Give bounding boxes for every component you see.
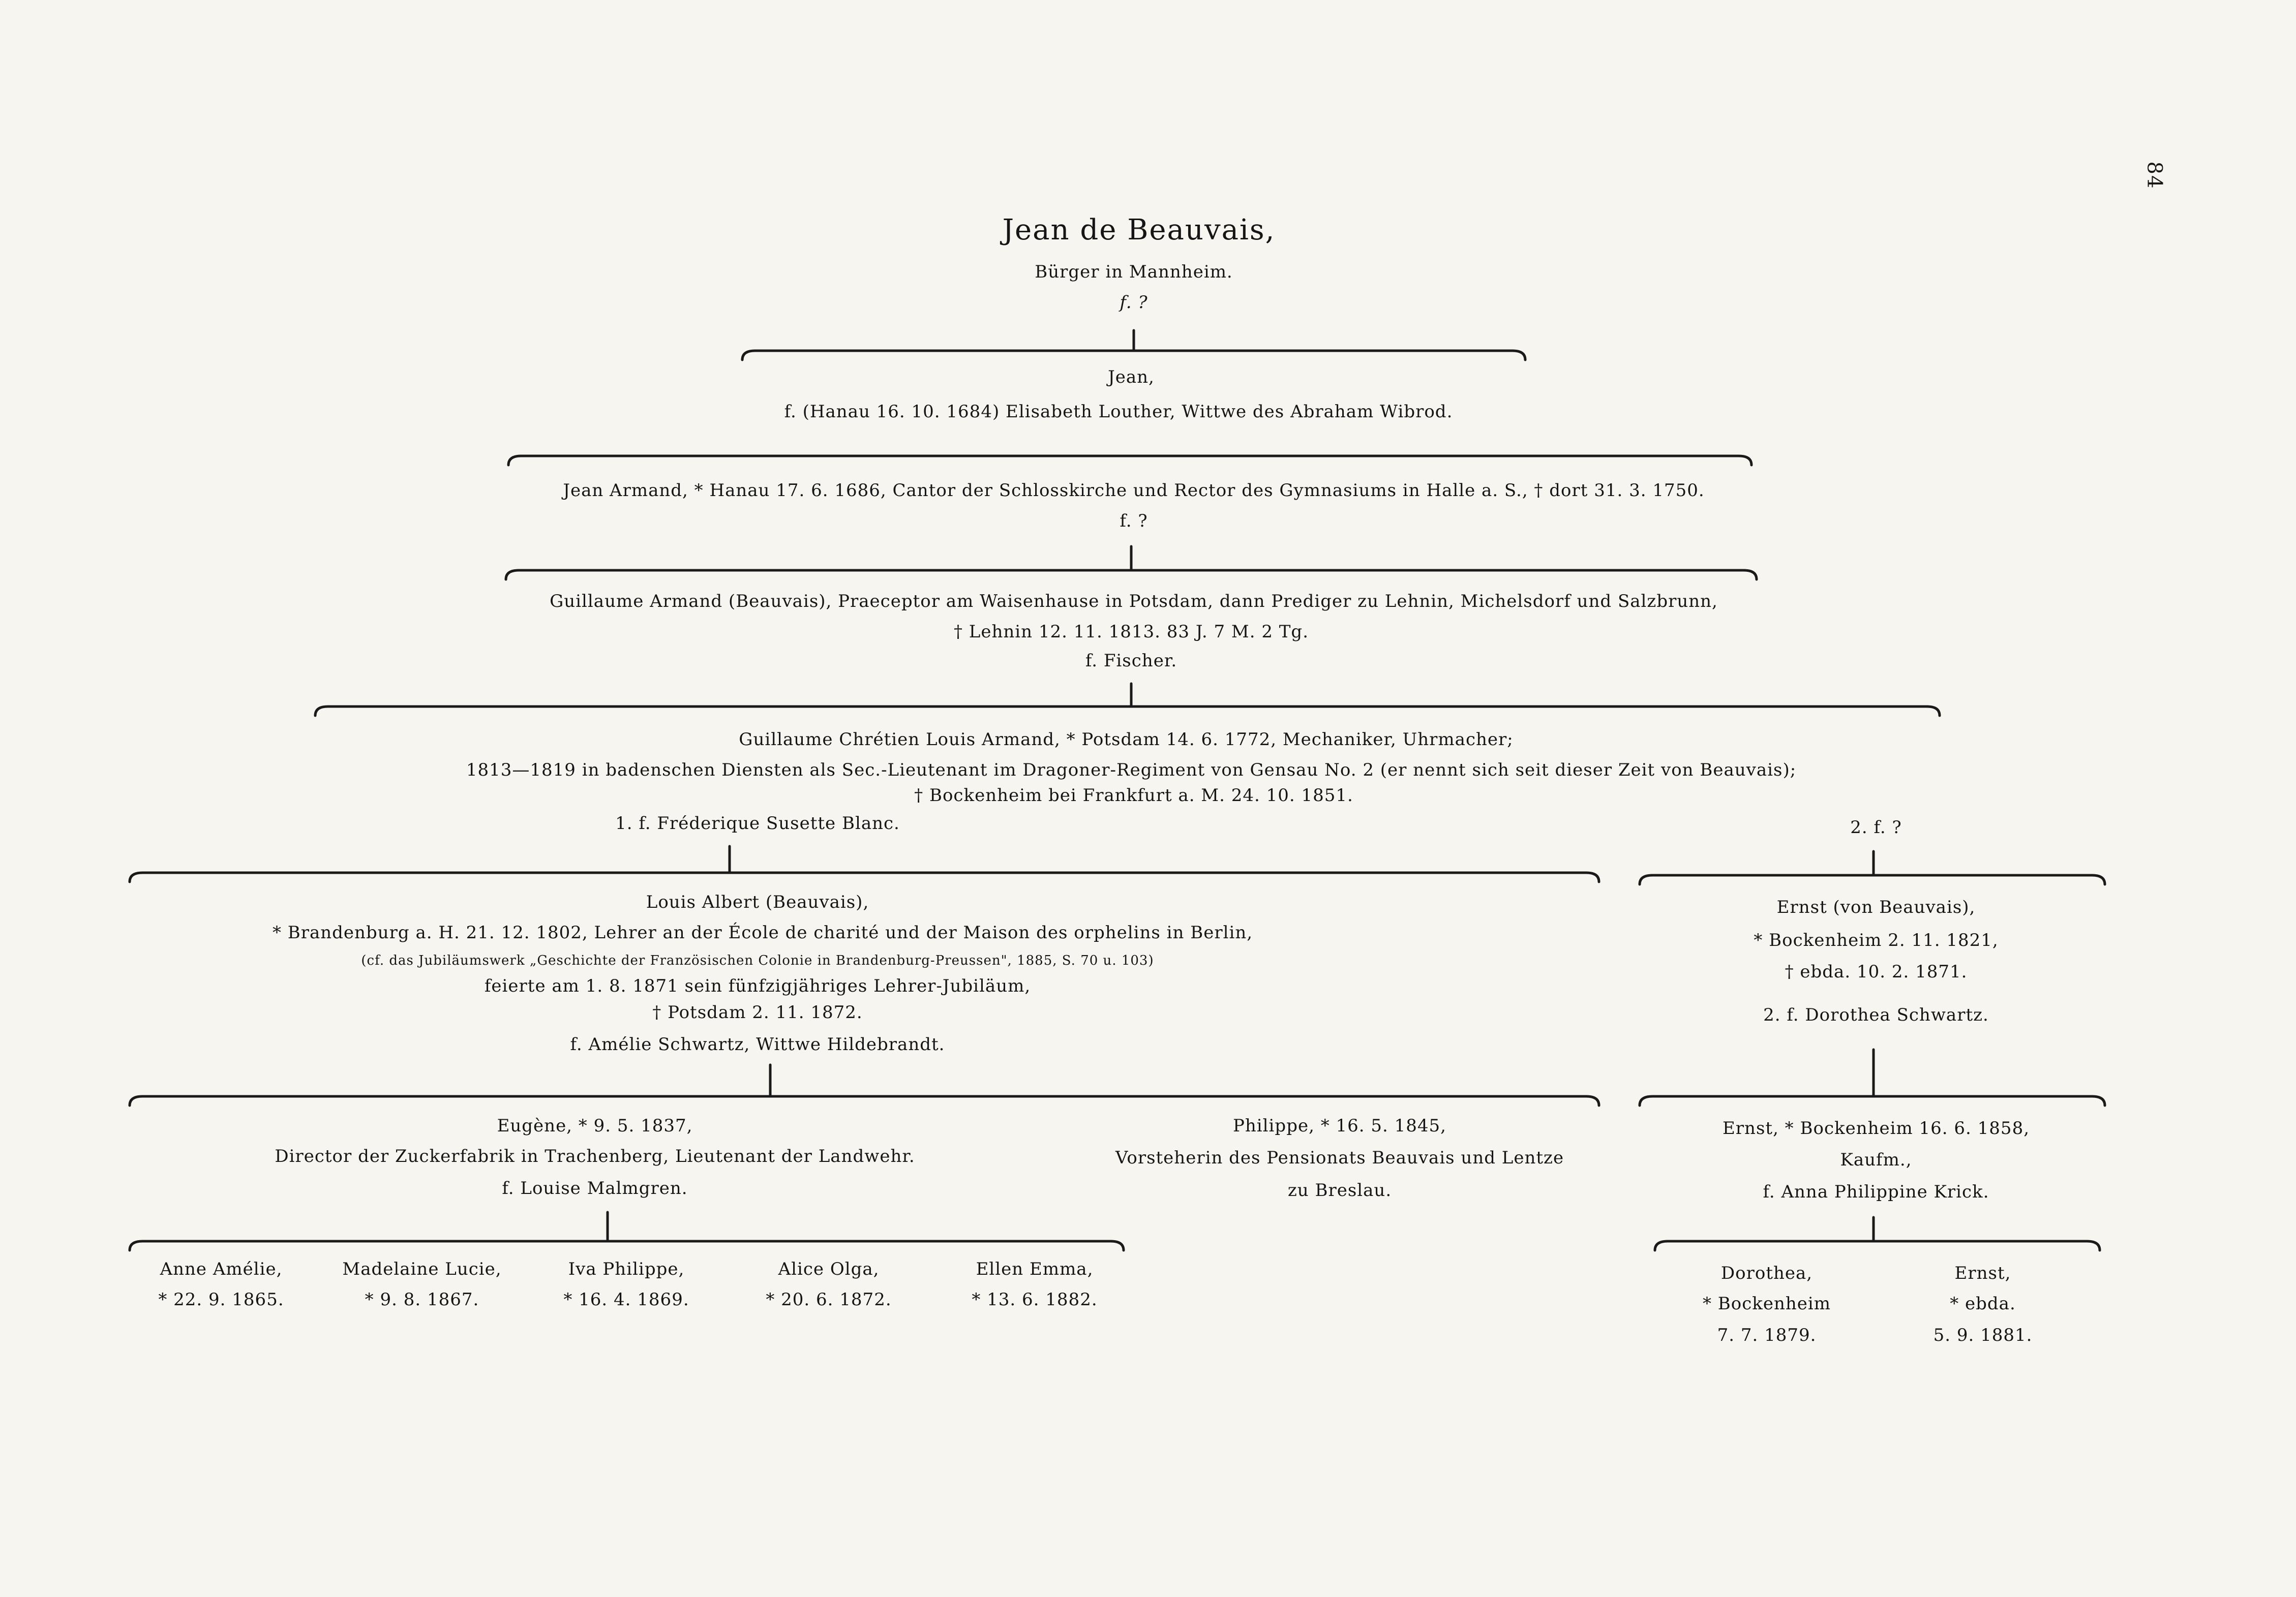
louis-albert-name: Louis Albert (Beauvais), bbox=[646, 892, 869, 912]
philippe-place: zu Breslau. bbox=[1287, 1180, 1392, 1201]
jean-armand-spouse: f. ? bbox=[1120, 511, 1148, 531]
ernst-spouse: f. Anna Philippine Krick. bbox=[1763, 1182, 1989, 1202]
root-description: Bürger in Mannheim. bbox=[1035, 262, 1233, 282]
bracket-guillaume-armand bbox=[315, 707, 1940, 716]
page-number: 84 bbox=[2142, 161, 2166, 190]
bracket-ernst1 bbox=[1640, 1096, 2105, 1105]
guillaume-armand-bio: Guillaume Armand (Beauvais), Praeceptor am Waisenhause in Potsdam, dann Prediger zu Lehnin, Michelsdorf und Salzbrunn, bbox=[550, 591, 1718, 611]
bracket-second-marriage bbox=[1640, 875, 2105, 884]
ernst-name: Ernst, * Bockenheim 16. 6. 1858, bbox=[1722, 1118, 2030, 1139]
jean-spouse: f. (Hanau 16. 10. 1684) Elisabeth Louther, Wittwe des Abraham Wibrod. bbox=[784, 402, 1453, 422]
bracket-ernst2 bbox=[1655, 1241, 2100, 1250]
first-marriage-spouse: 1. f. Fréderique Susette Blanc. bbox=[615, 813, 900, 834]
jean-armand-bio: Jean Armand, * Hanau 17. 6. 1686, Cantor der Schlosskirche und Rector des Gymnasiums in Halle a. S., † dort 31. 3. 1750. bbox=[563, 480, 1705, 501]
child-ernst-name: Ernst, bbox=[1954, 1263, 2011, 1283]
bracket-first-marriage bbox=[130, 873, 1599, 882]
child-iva-philippe-name: Iva Philippe, bbox=[568, 1259, 685, 1279]
guillaume-chretien-service: 1813—1819 in badenschen Diensten als Sec.-Lieutenant im Dragoner-Regiment von Gensau No. 2 (er nennt sich seit dieser Zeit von Beauvais); bbox=[466, 760, 1797, 780]
child-ernst-place: * ebda. bbox=[1950, 1294, 2016, 1314]
child-iva-philippe-date: * 16. 4. 1869. bbox=[563, 1289, 689, 1310]
ernst-occupation: Kaufm., bbox=[1840, 1150, 1912, 1170]
bracket-jean bbox=[508, 456, 1751, 465]
guillaume-chretien-death: † Bockenheim bei Frankfurt a. M. 24. 10. 1851. bbox=[914, 785, 1353, 806]
bracket-root bbox=[742, 351, 1525, 360]
child-madelaine-lucie-date: * 9. 8. 1867. bbox=[365, 1289, 479, 1310]
child-ellen-emma-date: * 13. 6. 1882. bbox=[972, 1289, 1098, 1310]
ernst-von-beauvais-spouse: 2. f. Dorothea Schwartz. bbox=[1763, 1005, 1989, 1025]
eugene-occupation: Director der Zuckerfabrik in Trachenberg, Lieutenant der Landwehr. bbox=[275, 1146, 915, 1166]
bracket-jean-armand bbox=[506, 570, 1757, 579]
louis-albert-reference: (cf. das Jubiläumswerk „Geschichte der Französischen Colonie in Brandenburg-Preussen", 1885, S. 70 u. 103) bbox=[361, 953, 1154, 968]
child-madelaine-lucie-name: Madelaine Lucie, bbox=[342, 1259, 502, 1279]
guillaume-armand-death: † Lehnin 12. 11. 1813. 83 J. 7 M. 2 Tg. bbox=[953, 622, 1309, 642]
child-ellen-emma-name: Ellen Emma, bbox=[976, 1259, 1094, 1279]
second-marriage-spouse: 2. f. ? bbox=[1850, 817, 1902, 838]
jean-name: Jean, bbox=[1108, 367, 1155, 387]
root-spouse: f. ? bbox=[1120, 292, 1148, 313]
child-dorothea-date: 7. 7. 1879. bbox=[1717, 1325, 1817, 1345]
guillaume-chretien-bio: Guillaume Chrétien Louis Armand, * Potsdam 14. 6. 1772, Mechaniker, Uhrmacher; bbox=[739, 729, 1514, 750]
root-name: Jean de Beauvais, bbox=[1002, 213, 1276, 247]
child-anne-amelie-date: * 22. 9. 1865. bbox=[158, 1289, 284, 1310]
child-ernst-date: 5. 9. 1881. bbox=[1933, 1325, 2033, 1345]
philippe-name: Philippe, * 16. 5. 1845, bbox=[1233, 1116, 1446, 1136]
child-dorothea-name: Dorothea, bbox=[1720, 1263, 1813, 1283]
ernst-von-beauvais-birth: * Bockenheim 2. 11. 1821, bbox=[1754, 930, 1999, 950]
ernst-von-beauvais-death: † ebda. 10. 2. 1871. bbox=[1785, 962, 1968, 982]
child-anne-amelie-name: Anne Amélie, bbox=[160, 1259, 283, 1279]
eugene-spouse: f. Louise Malmgren. bbox=[502, 1178, 688, 1199]
ernst-von-beauvais-name: Ernst (von Beauvais), bbox=[1776, 897, 1976, 917]
bracket-louis bbox=[130, 1096, 1599, 1105]
louis-albert-spouse: f. Amélie Schwartz, Wittwe Hildebrandt. bbox=[570, 1034, 945, 1055]
guillaume-armand-spouse: f. Fischer. bbox=[1085, 651, 1177, 671]
child-alice-olga-date: * 20. 6. 1872. bbox=[766, 1289, 892, 1310]
philippe-occupation: Vorsteherin des Pensionats Beauvais und Lentze bbox=[1115, 1148, 1564, 1168]
louis-albert-jubilee: feierte am 1. 8. 1871 sein fünfzigjähriges Lehrer-Jubiläum, bbox=[484, 976, 1031, 996]
child-alice-olga-name: Alice Olga, bbox=[778, 1259, 880, 1279]
louis-albert-death: † Potsdam 2. 11. 1872. bbox=[652, 1002, 863, 1023]
eugene-name: Eugène, * 9. 5. 1837, bbox=[497, 1116, 693, 1136]
bracket-eugene bbox=[130, 1241, 1124, 1250]
louis-albert-bio: * Brandenburg a. H. 21. 12. 1802, Lehrer an der École de charité und der Maison des orphelins in Berlin, bbox=[272, 923, 1253, 943]
child-dorothea-place: * Bockenheim bbox=[1702, 1294, 1831, 1314]
